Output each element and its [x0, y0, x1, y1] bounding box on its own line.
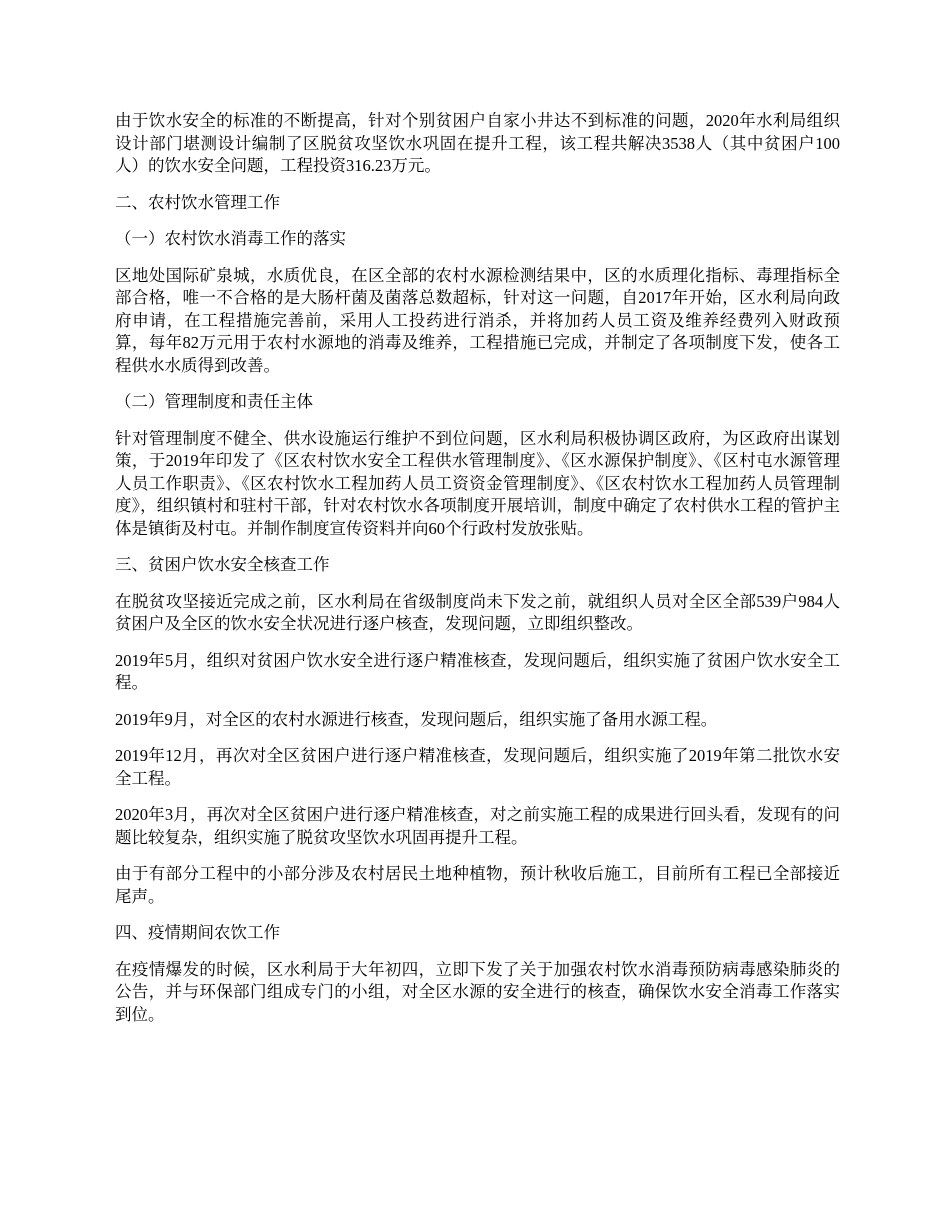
paragraph-intro: 由于饮水安全的标准的不断提高，针对个别贫困户自家小井达不到标准的问题，2020年水利局组织设计部门堪测设计编制了区脱贫攻坚饮水巩固在提升工程，该工程共解决3538人（其中贫困户100人）的饮水安全问题，工程投资316.23万元。: [115, 111, 840, 175]
paragraph-2019-dec: 2019年12月，再次对全区贫困户进行逐户精准核查，发现问题后，组织实施了2019年第二批饮水安全工程。: [115, 746, 840, 788]
paragraph-autumn: 由于有部分工程中的小部分涉及农村居民土地种植物，预计秋收后施工，目前所有工程已全部接近尾声。: [115, 864, 840, 906]
paragraph-disinfection: 区地处国际矿泉城，水质优良，在区全部的农村水源检测结果中，区的水质理化指标、毒理指标全部合格，唯一不合格的是大肠杆菌及菌落总数超标，针对这一问题，自2017年开始，区水利局向政府申请，在工程措施完善前，采用人工投药进行消杀，并将加药人员工资及维养经费列入财政预算，每年82万元用于农村水源地的消毒及维养，工程措施已完成，并制定了各项制度下发，使各工程供水水质得到改善。: [115, 265, 840, 375]
section-heading-4: 四、疫情期间农饮工作: [115, 923, 280, 942]
paragraph-2019-sep: 2019年9月，对全区的农村水源进行核查，发现问题后，组织实施了备用水源工程。: [115, 709, 718, 729]
section-heading-3: 三、贫困户饮水安全核查工作: [115, 555, 330, 574]
paragraph-management: 针对管理制度不健全、供水设施运行维护不到位问题，区水利局积极协调区政府，为区政府出谋划策，于2019年印发了《区农村饮水安全工程供水管理制度》、《区水源保护制度》、《区村屯水源管理人员工作职责》、《区农村饮水工程加药人员工资资金管理制度》、《区农村饮水工程加药人员管理制度》，组织镇村和驻村干部，针对农村饮水各项制度开展培训，制度中确定了农村供水工程的管护主体是镇街及村屯。并制作制度宣传资料并向60个行政村发放张贴。: [115, 428, 840, 538]
section-heading-2: 二、农村饮水管理工作: [115, 192, 280, 212]
subsection-heading-2-2: （二）管理制度和责任主体: [115, 392, 313, 411]
paragraph-2019-may: 2019年5月，组织对贫困户饮水安全进行逐户精准核查，发现问题后，组织实施了贫困户饮水安全工程。: [115, 650, 840, 692]
subsection-heading-2-1: （一）农村饮水消毒工作的落实: [115, 229, 346, 248]
paragraph-2020-mar: 2020年3月，再次对全区贫困户进行逐户精准核查，对之前实施工程的成果进行回头看，发现有的问题比较复杂，组织实施了脱贫攻坚饮水巩固再提升工程。: [115, 805, 840, 847]
paragraph-verification: 在脱贫攻坚接近完成之前，区水利局在省级制度尚未下发之前，就组织人员对全区全部539户984人贫困户及全区的饮水安全状况进行逐户核查，发现问题，立即组织整改。: [115, 591, 840, 633]
document-body: [115, 110, 840, 1040]
paragraph-epidemic: 在疫情爆发的时候，区水利局于大年初四，立即下发了关于加强农村饮水消毒预防病毒感染肺炎的公告，并与环保部门组成专门的小组，对全区水源的安全进行的核查，确保饮水安全消毒工作落实到位。: [115, 959, 840, 1024]
